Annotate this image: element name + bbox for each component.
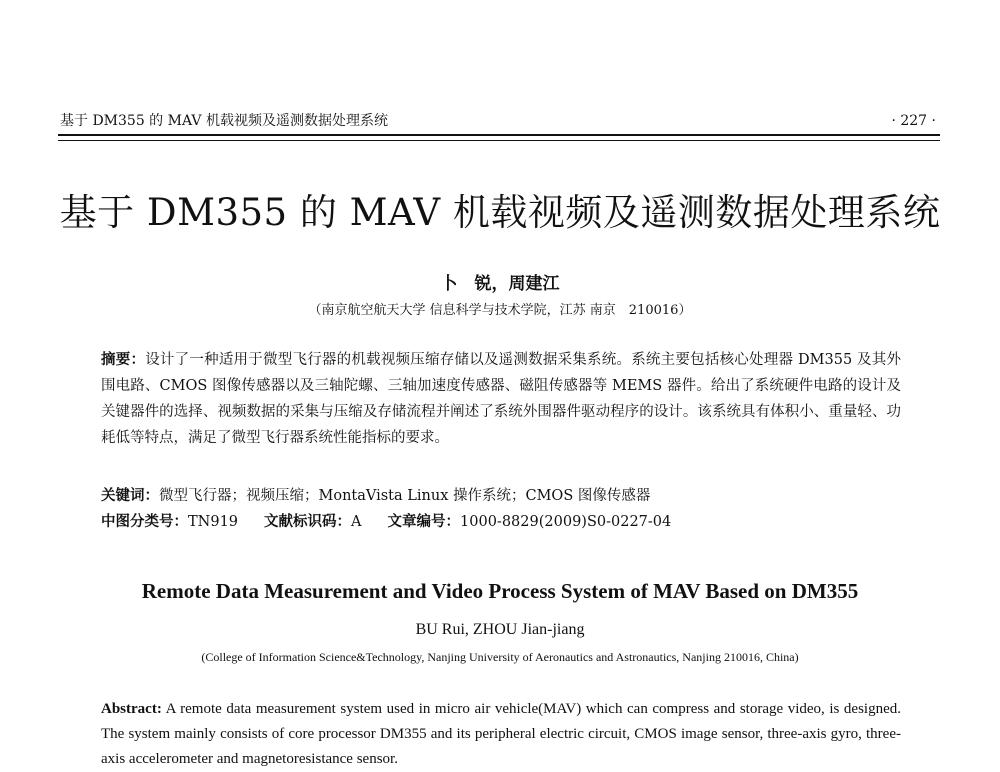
keywords-label: 关键词：	[101, 488, 159, 504]
english-title: Remote Data Measurement and Video Process System of MAV Based on DM355	[141, 579, 859, 603]
running-header	[58, 108, 940, 134]
chinese-abstract	[101, 347, 901, 451]
chinese-affiliation: （南京航空航天大学 信息科学与技术学院，江苏 南京 210016）	[308, 303, 692, 318]
chinese-title: 基于 DM355 的 MAV 机载视频及遥测数据处理系统	[59, 191, 941, 234]
page-number: · 227 ·	[891, 113, 936, 129]
chinese-abstract-label: 摘要：	[101, 352, 146, 368]
english-authors: BU Rui, ZHOU Jian-jiang	[415, 621, 585, 638]
doc-code-value: A	[351, 514, 362, 530]
english-abstract-label: Abstract:	[101, 701, 162, 717]
keywords-text: 微型飞行器；视频压缩；MontaVista Linux 操作系统；CMOS 图像传感器	[159, 488, 651, 504]
article-no-value: 1000-8829(2009)S0-0227-04	[460, 514, 672, 530]
header-rule-thin	[58, 140, 940, 141]
chinese-keywords	[101, 484, 901, 508]
clc-value: TN919	[188, 514, 239, 530]
english-abstract-text: A remote data measurement system used in micro air vehicle(MAV) which can compress and storage video, is designed. The system mainly consists of core processor DM355 and its peripheral electric circuit, CMOS image sensor, three-axis gyro, three-axis accelerometer and magnetoresistance sensor.	[101, 701, 901, 767]
classification-line	[101, 510, 901, 534]
chinese-authors: 卜 锐，周建江	[440, 274, 560, 294]
header-rule-thick	[58, 134, 940, 136]
article-no-label: 文章编号：	[387, 514, 461, 530]
english-affiliation: (College of Information Science&Technology, Nanjing University of Aeronautics and Astronautics, Nanjing 210016, China)	[201, 650, 799, 664]
chinese-abstract-text: 设计了一种适用于微型飞行器的机载视频压缩存储以及遥测数据采集系统。系统主要包括核心处理器 DM355 及其外围电路、CMOS 图像传感器以及三轴陀螺、三轴加速度传感器、磁阻传感器等 MEMS 器件。给出了系统硬件电路的设计及关键器件的选择、视频数据的采集与压缩及存储流程并阐述了系统外围器件驱动程序的设计。该系统具有体积小、重量轻、功耗低等特点，满足了微型飞行器系统性能指标的要求。	[101, 352, 901, 446]
clc-label: 中图分类号：	[101, 514, 188, 530]
running-header-title: 基于 DM355 的 MAV 机载视频及遥测数据处理系统	[60, 113, 388, 129]
english-abstract	[101, 697, 901, 772]
doc-code-label: 文献标识码：	[264, 514, 352, 530]
